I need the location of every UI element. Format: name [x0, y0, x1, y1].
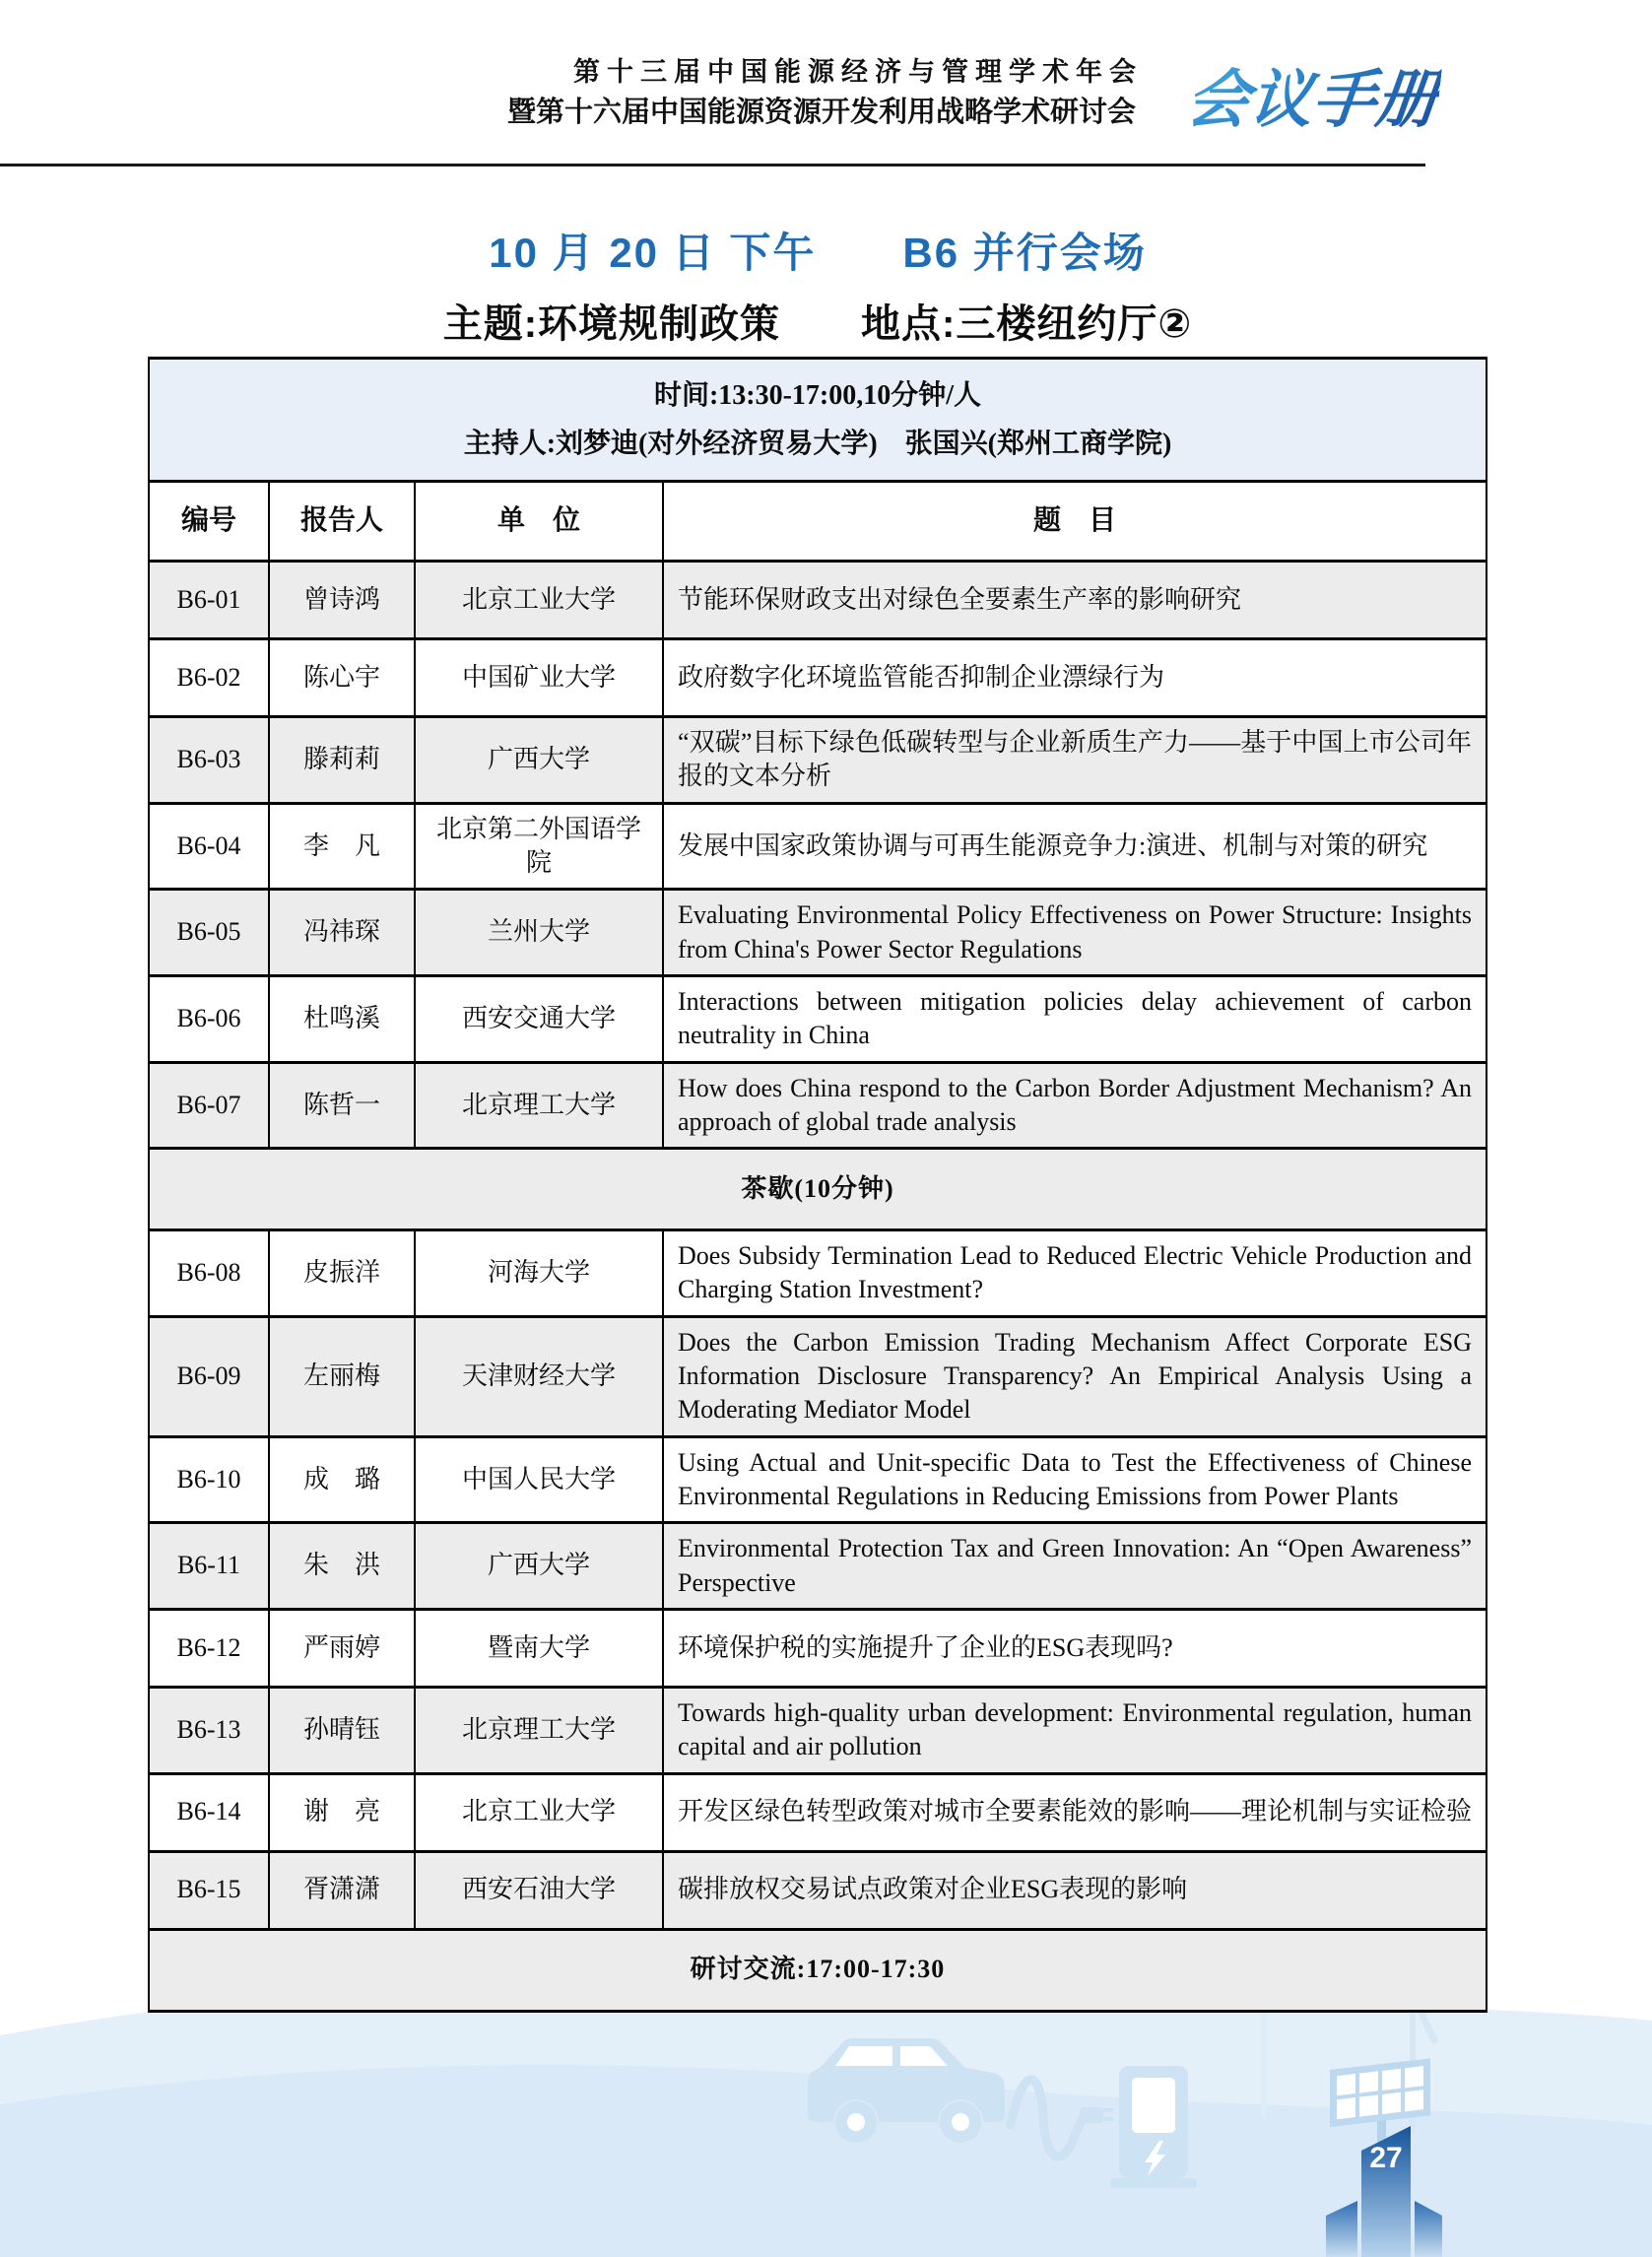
cell-id: B6-11: [149, 1523, 269, 1610]
table-row: [149, 1436, 1487, 1523]
cell-title: 环境保护税的实施提升了企业的ESG表现吗?: [663, 1609, 1487, 1687]
table-row: [149, 1316, 1487, 1436]
table-row: [149, 1062, 1487, 1149]
table-row: [149, 1773, 1487, 1851]
cell-organization: 北京理工大学: [415, 1062, 663, 1149]
charging-station-icon: [1110, 2066, 1197, 2188]
session-chairs: 主持人:刘梦迪(对外经济贸易大学) 张国兴(郑州工商学院): [463, 429, 1172, 459]
cell-id: B6-15: [149, 1851, 269, 1929]
col-presenter: 报告人: [269, 482, 415, 562]
cell-presenter: 谢 亮: [269, 1773, 415, 1851]
discussion-row: [149, 1929, 1487, 2011]
span-row-label: 茶歇(10分钟): [149, 1149, 1487, 1230]
cell-id: B6-09: [149, 1316, 269, 1436]
cell-organization: 北京理工大学: [415, 1687, 663, 1773]
cell-presenter: 曾诗鸿: [269, 562, 415, 639]
schedule-table-body: [149, 359, 1487, 2012]
conference-title-line2: 暨第十六届中国能源资源开发利用战略学术研讨会: [506, 97, 1136, 129]
table-row: [149, 1230, 1487, 1317]
cell-organization: 中国矿业大学: [415, 639, 663, 717]
cell-presenter: 杜鸣溪: [269, 975, 415, 1062]
cell-title: Does the Carbon Emission Trading Mechanism Affect Corporate ESG Information Disclosure Transparency? An Empirical Analysis Using a Moderating Mediator Model: [663, 1316, 1487, 1436]
cell-title: Towards high-quality urban development: Environmental regulation, human capital and air pollution: [663, 1687, 1487, 1773]
cell-title: 发展中国家政策协调与可再生能源竞争力:演进、机制与对策的研究: [663, 803, 1487, 890]
info-row: [149, 359, 1487, 482]
cell-organization: 中国人民大学: [415, 1436, 663, 1523]
table-row: [149, 717, 1487, 804]
cell-title: 节能环保财政支出对绿色全要素生产率的影响研究: [663, 562, 1487, 639]
table-row: [149, 890, 1487, 976]
table-row: [149, 1687, 1487, 1773]
table-row: [149, 1523, 1487, 1610]
col-title: 题 目: [663, 482, 1487, 562]
table-row: [149, 562, 1487, 639]
cell-organization: 河海大学: [415, 1230, 663, 1317]
cell-presenter: 成 璐: [269, 1436, 415, 1523]
info-cell: [149, 359, 1487, 482]
conference-header: [506, 53, 1143, 133]
cell-presenter: 陈心宇: [269, 639, 415, 717]
col-id: 编号: [149, 482, 269, 562]
cell-title: Environmental Protection Tax and Green Innovation: An “Open Awareness” Perspective: [663, 1523, 1487, 1610]
cell-presenter: 滕莉莉: [269, 717, 415, 804]
schedule-table: [148, 357, 1487, 2013]
cell-presenter: 孙晴钰: [269, 1687, 415, 1773]
cell-presenter: 陈哲一: [269, 1062, 415, 1149]
cell-id: B6-02: [149, 639, 269, 717]
table-row: [149, 639, 1487, 717]
cell-presenter: 左丽梅: [269, 1316, 415, 1436]
session-title: 10 月 20 日 下午 B6 并行会场: [489, 230, 1147, 276]
cell-id: B6-12: [149, 1609, 269, 1687]
cell-organization: 广西大学: [415, 717, 663, 804]
session-topic: 主题:环境规制政策 地点:三楼纽约厅②: [442, 302, 1193, 346]
cell-title: Evaluating Environmental Policy Effectiveness on Power Structure: Insights from China's Power Sector Regulations: [663, 890, 1487, 976]
cell-organization: 北京第二外国语学院: [415, 803, 663, 890]
cell-id: B6-14: [149, 1773, 269, 1851]
cell-presenter: 朱 洪: [269, 1523, 415, 1610]
page-number: 27: [1369, 2142, 1403, 2174]
cell-presenter: 冯祎琛: [269, 890, 415, 976]
table-row: [149, 1851, 1487, 1929]
cell-organization: 广西大学: [415, 1523, 663, 1610]
cell-title: Does Subsidy Termination Lead to Reduced Electric Vehicle Production and Charging Station Investment?: [663, 1230, 1487, 1317]
break-row: [149, 1149, 1487, 1230]
cell-presenter: 严雨婷: [269, 1609, 415, 1687]
column-header-row: [149, 482, 1487, 562]
cell-id: B6-04: [149, 803, 269, 890]
cell-id: B6-06: [149, 975, 269, 1062]
cell-organization: 北京工业大学: [415, 562, 663, 639]
cell-organization: 兰州大学: [415, 890, 663, 976]
cell-title: 开发区绿色转型政策对城市全要素能效的影响——理论机制与实证检验: [663, 1773, 1487, 1851]
cell-presenter: 李 凡: [269, 803, 415, 890]
table-row: [149, 803, 1487, 890]
cell-id: B6-07: [149, 1062, 269, 1149]
cell-presenter: 胥潇潇: [269, 1851, 415, 1929]
cell-id: B6-03: [149, 717, 269, 804]
span-row-label: 研讨交流:17:00-17:30: [149, 1929, 1487, 2011]
conference-title-line1: 第十三届中国能源经济与管理学术年会: [573, 57, 1143, 87]
cell-organization: 西安交通大学: [415, 975, 663, 1062]
cell-presenter: 皮振洋: [269, 1230, 415, 1317]
handbook-logo: 会议手册: [1182, 49, 1444, 140]
cell-id: B6-05: [149, 890, 269, 976]
cell-id: B6-08: [149, 1230, 269, 1317]
cell-id: B6-01: [149, 562, 269, 639]
cell-title: 碳排放权交易试点政策对企业ESG表现的影响: [663, 1851, 1487, 1929]
table-row: [149, 1609, 1487, 1687]
cell-organization: 西安石油大学: [415, 1851, 663, 1929]
cell-id: B6-10: [149, 1436, 269, 1523]
cell-title: 政府数字化环境监管能否抑制企业漂绿行为: [663, 639, 1487, 717]
header-divider: [0, 164, 1425, 166]
cell-title: Interactions between mitigation policies delay achievement of carbon neutrality in China: [663, 975, 1487, 1062]
cell-organization: 北京工业大学: [415, 1773, 663, 1851]
cell-title: Using Actual and Unit-specific Data to Test the Effectiveness of Chinese Environmental Regulations in Reducing Emissions from Power Plants: [663, 1436, 1487, 1523]
cell-id: B6-13: [149, 1687, 269, 1773]
cell-title: “双碳”目标下绿色低碳转型与企业新质生产力——基于中国上市公司年报的文本分析: [663, 717, 1487, 804]
cell-organization: 暨南大学: [415, 1609, 663, 1687]
cell-title: How does China respond to the Carbon Border Adjustment Mechanism? An approach of global trade analysis: [663, 1062, 1487, 1149]
session-time: 时间:13:30-17:00,10分钟/人: [653, 380, 982, 411]
cell-organization: 天津财经大学: [415, 1316, 663, 1436]
col-organization: 单 位: [415, 482, 663, 562]
table-row: [149, 975, 1487, 1062]
